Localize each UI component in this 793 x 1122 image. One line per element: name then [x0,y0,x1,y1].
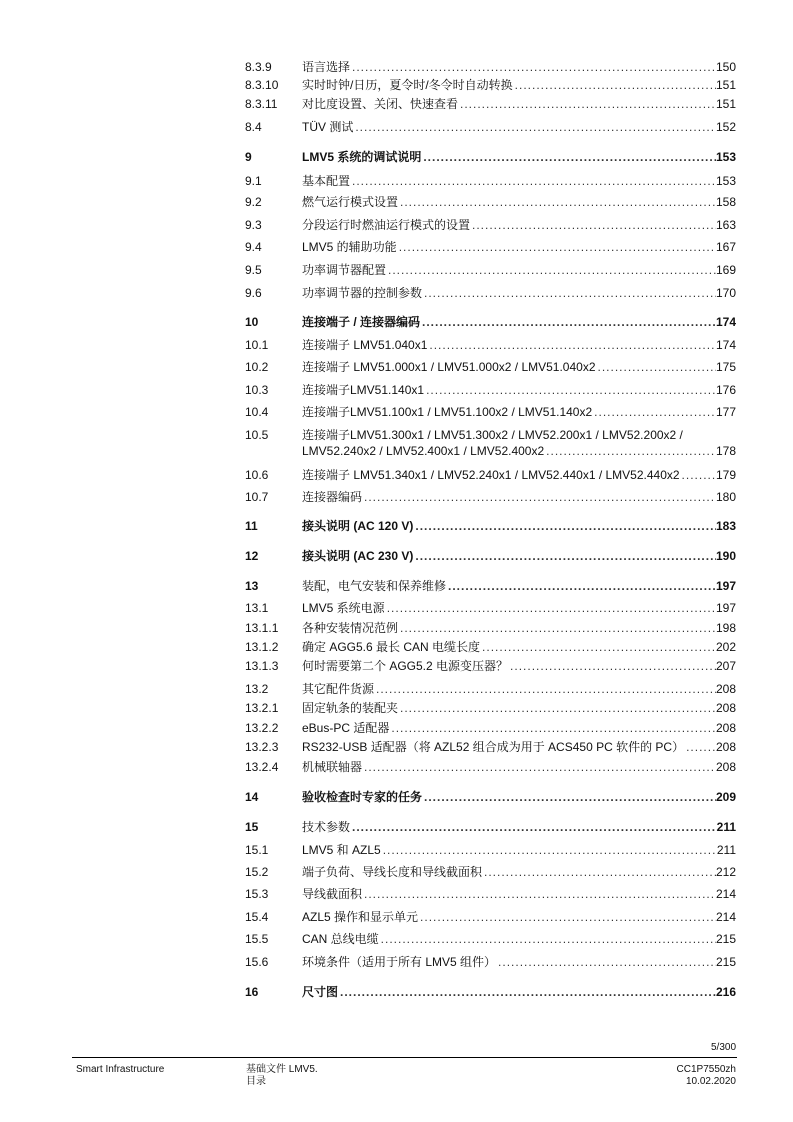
toc-entry-number: 13.2.4 [245,760,279,774]
dot-leader [388,262,716,278]
toc-entry-title: AZL5 操作和显示单元 [302,910,419,924]
toc-entry-page: 151 [715,97,736,111]
toc-entry-page: 177 [715,405,736,419]
toc-entry-title: 连接端子 / 连接器编码 [302,315,421,329]
dot-leader [415,518,716,534]
toc-entry-number: 9.4 [245,240,262,254]
dot-leader [682,467,716,483]
toc-entry-title: eBus-PC 适配器 [302,721,390,735]
toc-entry-title: 装配，电气安装和保养维修 [302,579,447,593]
dot-leader [484,864,716,880]
toc-entry-number: 10.4 [245,405,269,419]
toc-entry-number: 16 [245,985,259,999]
toc-entry-number: 15 [245,820,259,834]
toc-entry-number: 15.4 [245,910,269,924]
toc-entry-number: 9.5 [245,263,262,277]
toc-entry-number: 12 [245,549,259,563]
toc-entry-title: 其它配件货源 [302,682,375,696]
toc-entry-page: 208 [715,682,736,696]
toc-entry-number: 9.1 [245,174,262,188]
toc-entry-number: 15.2 [245,865,269,879]
toc-entry-page: 208 [715,760,736,774]
footer-doc-id: CC1P7550zh [676,1064,736,1075]
toc-entry-page: 153 [715,150,736,164]
toc-entry-title: 各种安装情况范例 [302,621,399,635]
dot-leader [355,119,716,135]
toc-entry-number: 14 [245,790,259,804]
toc-entry-number: 13 [245,579,259,593]
toc-entry-page: 197 [715,601,736,615]
toc-entry-page: 179 [715,468,736,482]
dot-leader [400,700,716,716]
toc-entry-title: 连接端子 LMV51.040x1 [302,338,428,352]
dot-leader [352,59,716,75]
toc-entry-title: 连接器编码 [302,490,363,504]
toc-entry-title: 确定 AGG5.6 最长 CAN 电缆长度 [302,640,481,654]
toc-entry-number: 10 [245,315,259,329]
dot-leader [420,909,716,925]
toc-entry-number: 13.1.3 [245,659,279,673]
toc-entry-page: 151 [715,78,736,92]
dot-leader [364,489,716,505]
toc-entry-title: LMV5 系统电源 [302,601,385,615]
toc-entry-title: 连接端子LMV51.100x1 / LMV51.100x2 / LMV51.140x2 [302,405,593,419]
dot-leader [364,886,716,902]
toc-entry-page: 215 [715,955,736,969]
dot-leader [448,578,716,594]
toc-entry-title: 尺寸图 [302,985,339,999]
toc-entry-title: 实时时钟/日历，夏令时/冬令时自动转换 [302,78,513,92]
toc-entry-page: 209 [715,790,736,804]
toc-entry-number: 15.3 [245,887,269,901]
toc-entry-number: 9.6 [245,286,262,300]
toc-entry-page: 208 [715,721,736,735]
page-number: 5/300 [711,1042,737,1053]
dot-leader [381,931,716,947]
toc-entry-page: 214 [715,887,736,901]
toc-entry-title: 环境条件（适用于所有 LMV5 组件） [302,955,497,969]
toc-entry-page: 202 [715,640,736,654]
toc-entry-number: 10.2 [245,360,269,374]
toc-entry-page: 211 [716,820,736,834]
toc-entry-page: 180 [715,490,736,504]
dot-leader [352,819,717,835]
toc-entry-title: 燃气运行模式设置 [302,195,399,209]
toc-entry-page: 169 [715,263,736,277]
toc-entry-number: 15.5 [245,932,269,946]
toc-entry-title: 端子负荷、导线长度和导线截面积 [302,865,483,879]
toc-entry-number: 13.2.2 [245,721,279,735]
toc-entry-page: 214 [715,910,736,924]
toc-entry-page: 198 [715,621,736,635]
dot-leader [686,739,716,755]
toc-entry-title: 语言选择 [302,60,351,74]
toc-entry-title: TÜV 测试 [302,120,354,134]
toc-entry-title: 接头说明 (AC 120 V) [302,519,414,533]
toc-entry-title: CAN 总线电缆 [302,932,379,946]
toc-entry-page: 150 [715,60,736,74]
toc-entry-page: 216 [715,985,736,999]
toc-entry-title: 功率调节器的控制参数 [302,286,423,300]
toc-entry-page: 170 [715,286,736,300]
toc-entry-number: 13.2 [245,682,269,696]
toc-entry-title: 连接端子LMV51.300x1 / LMV51.300x2 / LMV52.200x1 / LMV52.200x2 / [302,428,683,442]
toc-entry-page: 175 [715,360,736,374]
toc-entry-page: 152 [715,120,736,134]
dot-leader [352,173,716,189]
toc-entry-number: 9.3 [245,218,262,232]
footer-doc-title: 基础文件 LMV5. [246,1064,318,1075]
dot-leader [472,217,716,233]
toc-entry-number: 10.6 [245,468,269,482]
toc-entry-title-continued: LMV52.240x2 / LMV52.400x1 / LMV52.400x2 [302,444,545,458]
toc-entry-title: 验收检查时专家的任务 [302,790,423,804]
toc-entry-page: 178 [715,444,736,458]
toc-entry-page: 183 [715,519,736,533]
toc-entry-number: 15.6 [245,955,269,969]
toc-entry-page: 174 [715,338,736,352]
dot-leader [383,842,717,858]
dot-leader [400,194,716,210]
toc-entry-number: 8.3.9 [245,60,272,74]
toc-entry-number: 8.3.10 [245,78,279,92]
toc-entry-page: 208 [715,740,736,754]
toc-entry-title: 何时需要第二个 AGG5.2 电源变压器？ [302,659,509,673]
toc-entry-number: 10.3 [245,383,269,397]
toc-entry-page: 207 [715,659,736,673]
toc-entry-title: 连接端子LMV51.140x1 [302,383,425,397]
toc-entry-page: 174 [715,315,736,329]
toc-entry-number: 9.2 [245,195,262,209]
toc-entry-number: 11 [245,519,258,533]
toc-entry-title: 技术参数 [302,820,351,834]
dot-leader [510,658,716,674]
dot-leader [424,789,716,805]
footer-divider [72,1057,737,1058]
toc-entry-number: 10.1 [245,338,269,352]
toc-entry-number: 9 [245,150,252,164]
dot-leader [387,600,716,616]
dot-leader [423,149,716,165]
toc-entry-page: 212 [715,865,736,879]
toc-entry-title: 接头说明 (AC 230 V) [302,549,414,563]
dot-leader [399,239,716,255]
toc-entry-number: 10.5 [245,428,269,442]
dot-leader [482,639,716,655]
toc-entry-number: 13.1 [245,601,269,615]
toc-entry-number: 13.2.1 [245,701,279,715]
toc-entry-number: 8.3.11 [245,97,278,111]
toc-entry-title: 连接端子 LMV51.340x1 / LMV52.240x1 / LMV52.440x1 / LMV52.440x2 [302,468,680,482]
toc-entry-title: 导线截面积 [302,887,363,901]
toc-entry-title: 对比度设置、关闭、快速查看 [302,97,459,111]
toc-entry-number: 13.2.3 [245,740,279,754]
footer-company: Smart Infrastructure [76,1064,165,1075]
toc-entry-page: 167 [715,240,736,254]
dot-leader [594,404,716,420]
toc-entry-page: 211 [716,843,736,857]
toc-entry-page: 153 [715,174,736,188]
dot-leader [391,720,716,736]
dot-leader [376,681,716,697]
dot-leader [424,285,716,301]
dot-leader [415,548,716,564]
toc-entry-title: 连接端子 LMV51.000x1 / LMV51.000x2 / LMV51.040x2 [302,360,596,374]
toc-entry-number: 15.1 [245,843,269,857]
dot-leader [546,443,716,459]
toc-entry-title: 固定轨条的装配夹 [302,701,399,715]
toc-entry-title: LMV5 的辅助功能 [302,240,397,254]
toc-entry-page: 215 [715,932,736,946]
toc-entry-page: 158 [715,195,736,209]
toc-entry-page: 176 [715,383,736,397]
toc-entry-number: 13.1.2 [245,640,279,654]
toc-entry-title: RS232-USB 适配器（将 AZL52 组合成为用于 ACS450 PC 软件的 PC） [302,740,685,754]
dot-leader [515,77,716,93]
dot-leader [422,314,716,330]
toc-entry-number: 13.1.1 [245,621,279,635]
dot-leader [364,759,716,775]
toc-entry-title: 分段运行时燃油运行模式的设置 [302,218,471,232]
toc-entry-page: 163 [715,218,736,232]
footer-section: 目录 [246,1076,266,1087]
toc-entry-page: 190 [715,549,736,563]
dot-leader [400,620,716,636]
dot-leader [598,359,716,375]
toc-entry-title: LMV5 系统的调试说明 [302,150,422,164]
dot-leader [340,984,716,1000]
toc-entry-number: 8.4 [245,120,262,134]
toc-entry-title: 功率调节器配置 [302,263,387,277]
footer-date: 10.02.2020 [685,1076,736,1087]
toc-entry-title: 基本配置 [302,174,351,188]
toc-entry-title: LMV5 和 AZL5 [302,843,381,857]
dot-leader [460,96,716,112]
dot-leader [498,954,716,970]
dot-leader [429,337,716,353]
toc-entry-number: 10.7 [245,490,269,504]
toc-entry-page: 208 [715,701,736,715]
toc-entry-title: 机械联轴器 [302,760,363,774]
toc-entry-page: 197 [715,579,736,593]
dot-leader [426,382,716,398]
